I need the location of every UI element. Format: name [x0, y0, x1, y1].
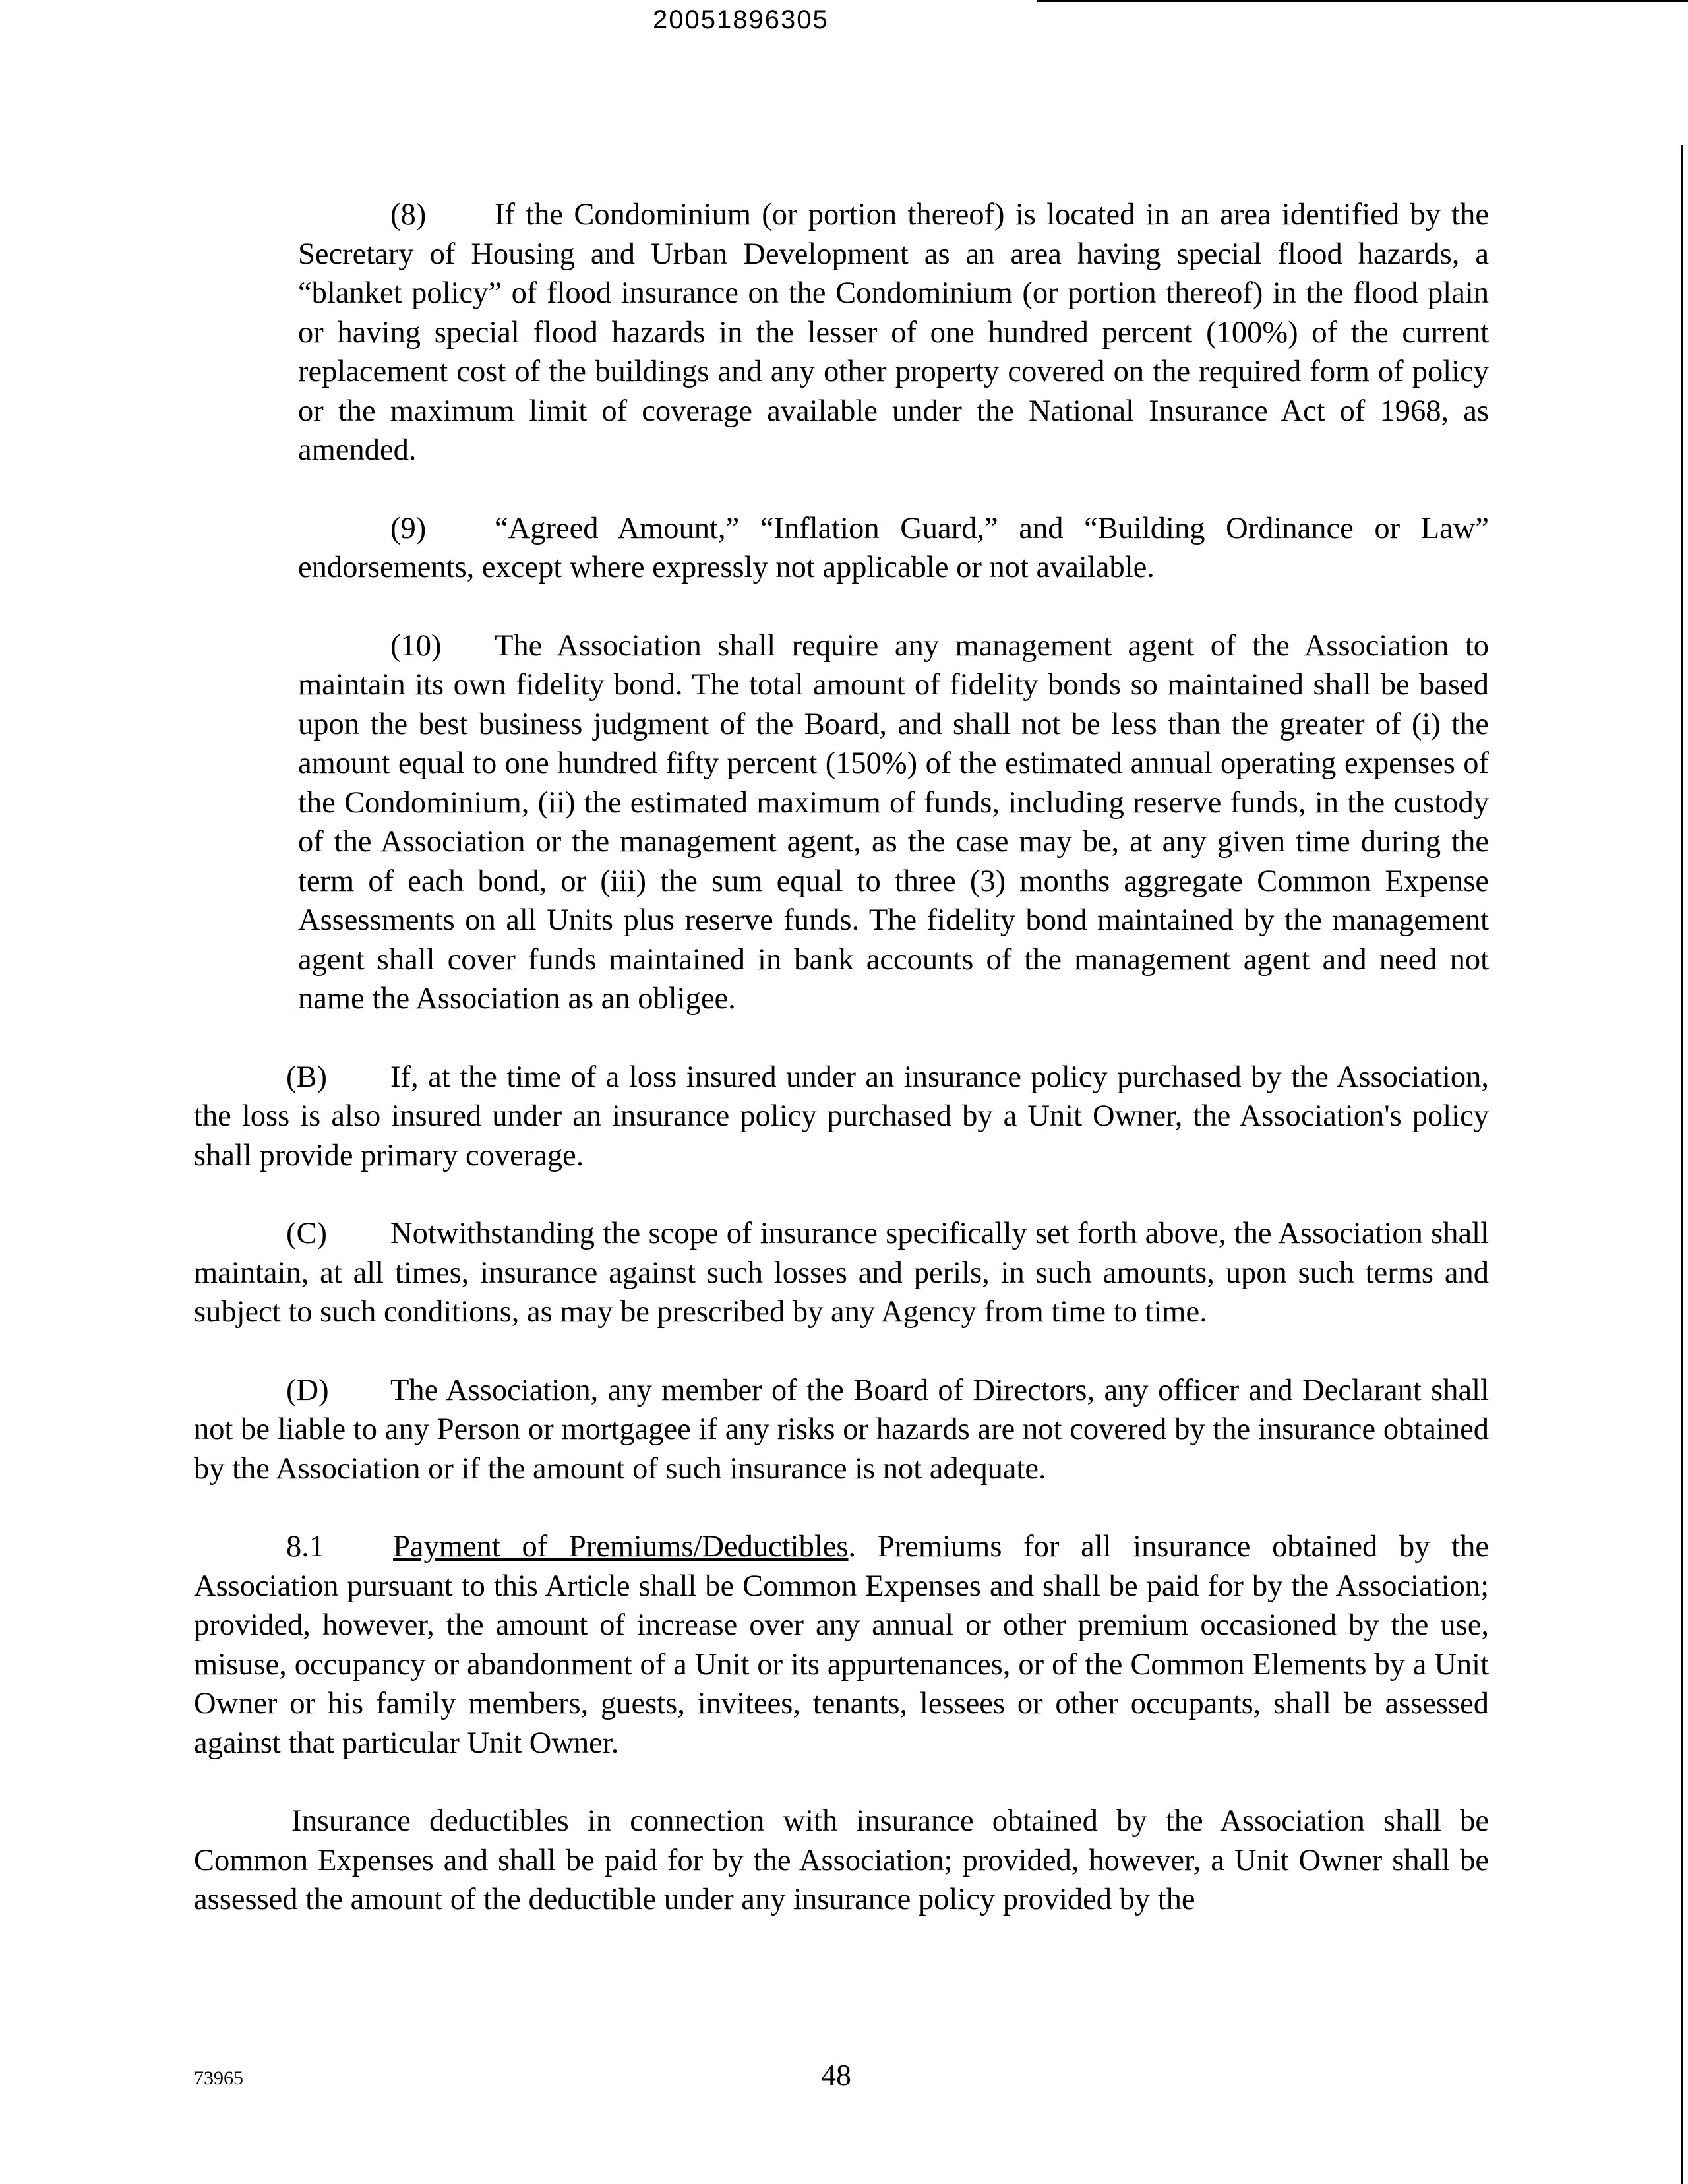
paragraph-text: “Agreed Amount,” “Inflation Guard,” and “Building Ordinance or Law” endorsements, except where expressly not applicable or not available. — [298, 511, 1489, 584]
paragraph-text: If the Condominium (or portion thereof) is located in an area identified by the Secretary of Housing and Urban Development as an area having special flood hazards, a “blanket policy” of flood insurance on the Condominium (or portion thereof) in the flood plain or having special flood hazards in the lesser of one hundred percent (100%) of the current replacement cost of the buildings and any other property covered on the required form of policy or the maximum limit of coverage available under the National Insurance Act of 1968, as amended. — [298, 198, 1489, 467]
paragraph-text: The Association shall require any management agent of the Association to maintain its own fidelity bond. The total amount of fidelity bonds so maintained shall be based upon the best business judgment of the Board, and shall not be less than the greater of (i) the amount equal to one hundred fifty percent (150%) of the estimated annual operating expenses of the Condominium, (ii) the estimated maximum of funds, including reserve funds, in the custody of the Association or the management agent, as the case may be, at any given time during the term of each bond, or (iii) the sum equal to three (3) months aggregate Common Expense Assessments on all Units plus reserve funds. The fidelity bond maintained by the management agent shall cover funds maintained in bank accounts of the management agent and need not name the Association as an obligee. — [298, 628, 1489, 1016]
section-heading: Payment of Premiums/Deductibles — [393, 1530, 849, 1563]
top-border-line — [1037, 0, 1688, 2]
paragraph-number: (9) — [390, 511, 427, 545]
right-border-line — [1681, 145, 1683, 2184]
document-code: 73965 — [194, 2067, 243, 2089]
paragraph-number: (10) — [390, 628, 442, 663]
paragraph-deductibles: Insurance deductibles in connection with insurance obtained by the Association shall be Common Expenses and shall be paid for by the Association; provided, however, a Unit Owner shall be assessed the amount of the deductible under any insurance policy provided by the — [194, 1804, 1489, 1916]
paragraph-number: (C) — [286, 1217, 327, 1250]
document-stamp-number: 20051896305 — [653, 5, 829, 34]
section-8-1 — [194, 1527, 1489, 1763]
paragraph-text: Notwithstanding the scope of insurance specifically set forth above, the Association shall maintain, at all times, insurance against such losses and perils, in such amounts, upon such terms and subject to such conditions, as may be prescribed by any Agency from time to time. — [194, 1217, 1489, 1329]
document-body — [194, 195, 1489, 1920]
page-number: 48 — [821, 2058, 851, 2092]
paragraph-text: If, at the time of a loss insured under an insurance policy purchased by the Association, the loss is also insured under an insurance policy purchased by a Unit Owner, the Association's policy shall provide primary coverage. — [194, 1060, 1489, 1172]
paragraph-number: (D) — [286, 1373, 329, 1407]
paragraph-d — [194, 1371, 1489, 1489]
paragraph-b — [194, 1058, 1489, 1176]
paragraph-9 — [298, 509, 1489, 588]
paragraph-8 — [298, 195, 1489, 470]
section-text: . Premiums for all insurance obtained by the Association pursuant to this Article shall be Common Expenses and shall be paid for by the Association; provided, however, the amount of increase over any annual or other premium occasioned by the use, misuse, occupancy or abandonment of a Unit or its appurtenances, or of the Common Elements by a Unit Owner or his family members, guests, invitees, tenants, lessees or other occupants, shall be assessed against that particular Unit Owner. — [194, 1530, 1489, 1760]
paragraph-c — [194, 1214, 1489, 1332]
paragraph-text: The Association, any member of the Board of Directors, any officer and Declarant shall not be liable to any Person or mortgagee if any risks or hazards are not covered by the insurance obtained by the Association or if the amount of such insurance is not adequate. — [194, 1373, 1489, 1486]
paragraph-number: (B) — [286, 1060, 327, 1094]
paragraph-number: (8) — [390, 198, 427, 231]
section-number: 8.1 — [286, 1530, 325, 1563]
paragraph-10 — [298, 626, 1489, 1019]
